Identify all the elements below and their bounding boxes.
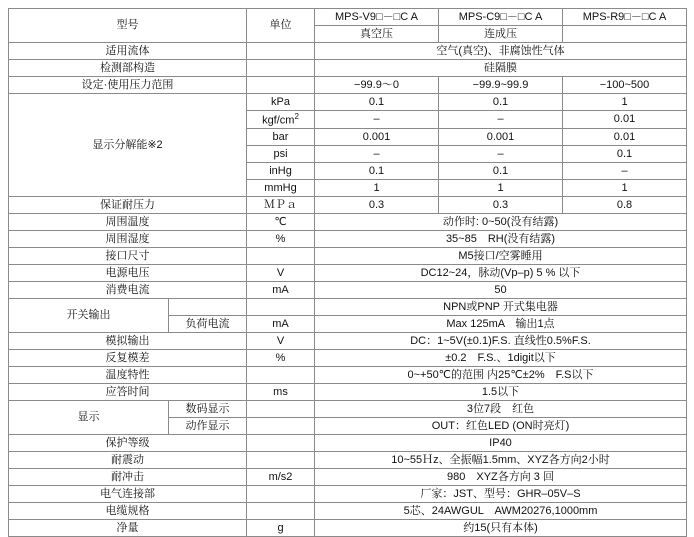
row-value-r9: −100~500	[563, 77, 687, 94]
row-unit: V	[247, 333, 315, 350]
header-model-v9: MPS-V9□－□C A	[315, 9, 439, 26]
row-unit	[247, 435, 315, 452]
header-unit-label: 单位	[247, 9, 315, 43]
row-value-v9: 0.1	[315, 163, 439, 180]
header-model-label: 型号	[9, 9, 247, 43]
table-row	[9, 94, 687, 111]
row-unit: V	[247, 265, 315, 282]
row-value: ±0.2 F.S.、1digit以下	[315, 350, 687, 367]
row-unit: m/s2	[247, 469, 315, 486]
row-label: 电源电压	[9, 265, 247, 282]
row-value-c9: 1	[439, 180, 563, 197]
row-unit: mA	[247, 316, 315, 333]
row-value: 厂家：JST、型号：GHR–05V–S	[315, 486, 687, 503]
table-row	[9, 282, 687, 299]
row-label: 设定·使用压力范围	[9, 77, 247, 94]
row-unit: inHg	[247, 163, 315, 180]
row-value-v9: 1	[315, 180, 439, 197]
row-unit: ms	[247, 384, 315, 401]
row-value: DC：1~5V(±0.1)F.S. 直线性0.5%F.S.	[315, 333, 687, 350]
row-label-switch-output: 开关输出	[9, 299, 169, 333]
row-value-v9: –	[315, 146, 439, 163]
row-label-display-resolution	[9, 94, 247, 197]
row-value: Max 125mA 输出1点	[315, 316, 687, 333]
row-value-r9: 0.01	[563, 111, 687, 129]
row-unit	[247, 248, 315, 265]
row-value-v9: 0.001	[315, 129, 439, 146]
table-row	[9, 520, 687, 537]
row-value-r9: 0.8	[563, 197, 687, 214]
row-unit	[247, 77, 315, 94]
row-unit: %	[247, 231, 315, 248]
row-label-text: 显示分解能※2	[92, 138, 163, 151]
row-label: 应答时间	[9, 384, 247, 401]
table-row	[9, 333, 687, 350]
row-unit: mA	[247, 282, 315, 299]
row-value-c9: 0.001	[439, 129, 563, 146]
row-label: 反复模差	[9, 350, 247, 367]
row-value-c9: 0.1	[439, 163, 563, 180]
row-value-v9: 0.3	[315, 197, 439, 214]
row-value: 硅隔膜	[315, 60, 687, 77]
row-label: 消费电流	[9, 282, 247, 299]
row-label: 净量	[9, 520, 247, 537]
row-unit	[247, 401, 315, 418]
row-sublabel	[169, 299, 247, 316]
table-row	[9, 469, 687, 486]
row-value: IP40	[315, 435, 687, 452]
table-row	[9, 452, 687, 469]
row-value: DC12~24，脉动(Vp–p) 5 % 以下	[315, 265, 687, 282]
row-value: 3位7段 红色	[315, 401, 687, 418]
table-row	[9, 486, 687, 503]
row-unit	[247, 486, 315, 503]
table-row	[9, 350, 687, 367]
row-label: 接口尺寸	[9, 248, 247, 265]
row-value-r9: 0.1	[563, 146, 687, 163]
row-label: 检测部构造	[9, 60, 247, 77]
table-header-row-model	[9, 9, 687, 26]
header-type-v9: 真空压	[315, 26, 439, 43]
row-value: 980 XYZ各方向 3 回	[315, 469, 687, 486]
table-row	[9, 248, 687, 265]
row-label: 适用流体	[9, 43, 247, 60]
table-row	[9, 214, 687, 231]
row-value: NPN或PNP 开式集电器	[315, 299, 687, 316]
table-row	[9, 384, 687, 401]
row-value-r9: 1	[563, 94, 687, 111]
row-unit: ℃	[247, 214, 315, 231]
row-sublabel: 动作显示	[169, 418, 247, 435]
row-unit: g	[247, 520, 315, 537]
row-value-r9: 0.01	[563, 129, 687, 146]
row-unit	[247, 299, 315, 316]
table-row	[9, 435, 687, 452]
table-row	[9, 503, 687, 520]
row-value: 10~55Ｈz、全振幅1.5mm、XYZ各方向2小时	[315, 452, 687, 469]
row-value: 35~85 RH(没有结露)	[315, 231, 687, 248]
row-unit	[247, 452, 315, 469]
row-unit	[247, 367, 315, 384]
row-label-display: 显示	[9, 401, 169, 435]
table-row	[9, 77, 687, 94]
row-label: 温度特性	[9, 367, 247, 384]
row-label: 电气连接部	[9, 486, 247, 503]
row-unit: ＭＰａ	[247, 197, 315, 214]
row-label: 保护等级	[9, 435, 247, 452]
row-label: 耐震动	[9, 452, 247, 469]
row-unit: mmHg	[247, 180, 315, 197]
row-unit	[247, 418, 315, 435]
row-value: 1.5以下	[315, 384, 687, 401]
table-row	[9, 299, 687, 316]
row-label: 保证耐压力	[9, 197, 247, 214]
table-row	[9, 43, 687, 60]
row-value-v9: –	[315, 111, 439, 129]
row-label: 电缆规格	[9, 503, 247, 520]
table-row	[9, 265, 687, 282]
row-value-r9: 1	[563, 180, 687, 197]
row-label: 周围湿度	[9, 231, 247, 248]
header-type-r9	[563, 26, 687, 43]
row-value-c9: −99.9~99.9	[439, 77, 563, 94]
row-sublabel: 负荷电流	[169, 316, 247, 333]
row-value: M5接口/空雾睡用	[315, 248, 687, 265]
row-unit: kgf/$cm^2$	[247, 111, 315, 129]
row-unit: kPa	[247, 94, 315, 111]
row-value: 50	[315, 282, 687, 299]
row-label: 模拟输出	[9, 333, 247, 350]
row-value: OUT：红色LED (ON时亮灯)	[315, 418, 687, 435]
row-value-c9: –	[439, 146, 563, 163]
row-unit	[247, 60, 315, 77]
header-model-r9: MPS-R9□－□C A	[563, 9, 687, 26]
row-value: 动作时: 0~50(没有结露)	[315, 214, 687, 231]
row-value-c9: 0.1	[439, 94, 563, 111]
row-value-r9: –	[563, 163, 687, 180]
row-unit: %	[247, 350, 315, 367]
row-value-c9: –	[439, 111, 563, 129]
table-row	[9, 367, 687, 384]
row-value-v9: 0.1	[315, 94, 439, 111]
row-value-v9: −99.9～0	[315, 77, 439, 94]
row-unit: psi	[247, 146, 315, 163]
row-label: 耐冲击	[9, 469, 247, 486]
row-value-c9: 0.3	[439, 197, 563, 214]
table-row	[9, 401, 687, 418]
row-sublabel: 数码显示	[169, 401, 247, 418]
specification-table	[8, 8, 687, 537]
row-unit	[247, 43, 315, 60]
row-value: 0~+50℃的范围 内25℃±2% F.S以下	[315, 367, 687, 384]
header-model-c9: MPS-C9□－□C A	[439, 9, 563, 26]
row-unit	[247, 503, 315, 520]
row-label: 周围温度	[9, 214, 247, 231]
table-row	[9, 231, 687, 248]
header-type-c9: 连成压	[439, 26, 563, 43]
row-value: 空气(真空)、非腐蚀性气体	[315, 43, 687, 60]
table-row	[9, 197, 687, 214]
row-unit: bar	[247, 129, 315, 146]
row-value: 5芯、24AWGUL AWM20276,1000mm	[315, 503, 687, 520]
row-value: 约15(只有本体)	[315, 520, 687, 537]
table-row	[9, 60, 687, 77]
